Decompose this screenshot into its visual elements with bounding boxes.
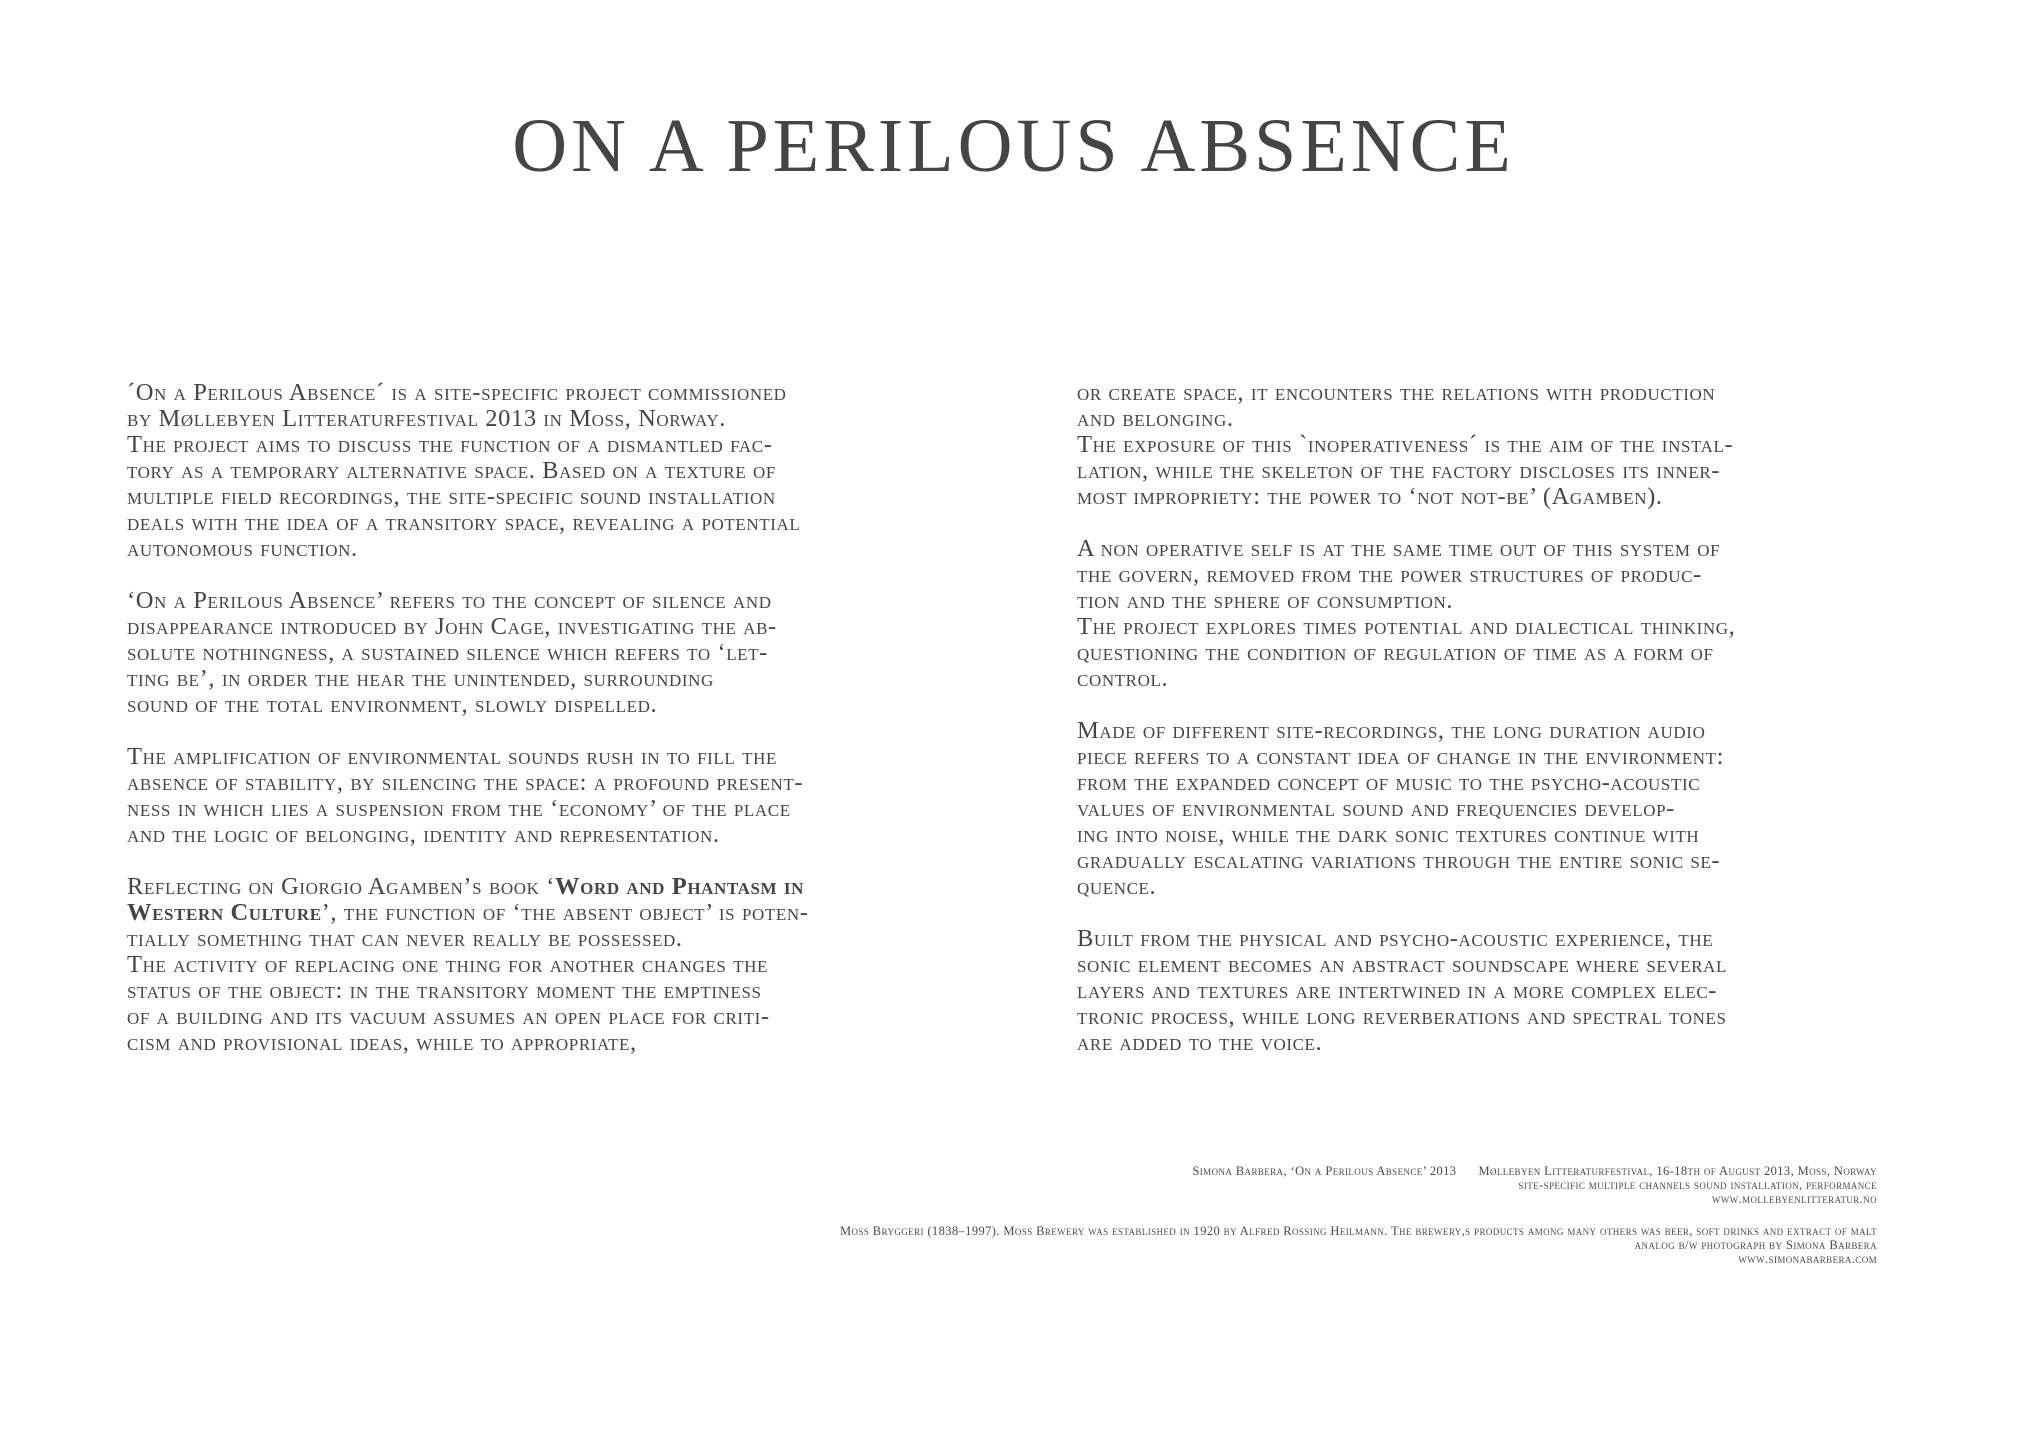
paragraph-gap: [127, 848, 947, 874]
text-line: of a building and its vacuum assumes an open place for criti-: [127, 1003, 770, 1030]
paragraph-gap: [1077, 510, 1907, 536]
text-fragment: ’, the function of ‘the absent object’ is poten-: [321, 899, 809, 926]
left-text-column: [127, 380, 947, 1056]
text-line: and the logic of belonging, identity and representation.: [127, 821, 720, 848]
book-title-text: Word and Phantasm in: [555, 873, 804, 900]
text-line: ‘On a Perilous Absence’ refers to the concept of silence and: [127, 587, 772, 614]
text-line: tory as a temporary alternative space. Based on a texture of: [127, 457, 776, 484]
credits-history: Moss Bryggeri (1838–1997). Moss Brewery was established in 1920 by Alfred Rossing Heilmann. The brewery,s products among many others was beer, soft drinks and extract of malt: [840, 1224, 1877, 1238]
text-line: Built from the physical and psycho-acoustic experience, the: [1077, 925, 1714, 952]
credits-photo: analog b/w photograph by Simona Barbera: [1634, 1238, 1877, 1252]
text-line: The amplification of environmental sounds rush in to fill the: [127, 743, 777, 770]
text-line: cism and provisional ideas, while to appropriate,: [127, 1029, 637, 1056]
text-line: lation, while the skeleton of the factory discloses its inner-: [1077, 457, 1721, 484]
text-line: tion and the sphere of consumption.: [1077, 587, 1454, 614]
text-line: tially something that can never really be possessed.: [127, 925, 683, 952]
text-line: multiple field recordings, the site-specific sound installation: [127, 483, 776, 510]
text-line: are added to the voice.: [1077, 1029, 1323, 1056]
credits-block-project: [1192, 1164, 1877, 1206]
right-text-column: [1077, 380, 1907, 1056]
text-line: and belonging.: [1077, 405, 1234, 432]
text-line: the govern, removed from the power structures of produc-: [1077, 561, 1702, 588]
text-line: by Møllebyen Litteraturfestival 2013 in Moss, Norway.: [127, 405, 726, 432]
text-line: questioning the condition of regulation of time as a form of: [1077, 639, 1714, 666]
text-line: [127, 900, 947, 926]
paragraph-gap: [127, 562, 947, 588]
text-line: ´On a Perilous Absence´ is a site-specific project commissioned: [127, 379, 787, 406]
text-line: The activity of replacing one thing for another changes the: [127, 951, 768, 978]
text-line: control.: [1077, 665, 1169, 692]
credits-block-photo: [840, 1224, 1877, 1266]
text-line: ting be’, in order the hear the unintended, surrounding: [127, 665, 714, 692]
text-line: The project aims to discuss the function of a dismantled fac-: [127, 431, 773, 458]
text-line: tronic process, while long reverberations and spectral tones: [1077, 1003, 1727, 1030]
paragraph-gap: [127, 718, 947, 744]
text-line: disappearance introduced by John Cage, investigating the ab-: [127, 613, 777, 640]
text-line: [127, 874, 947, 900]
credits-artist-website: www.simonabarbera.com: [1738, 1252, 1877, 1266]
text-line: sound of the total environment, slowly dispelled.: [127, 691, 658, 718]
credits-festival-website: www.mollebyenlitteratur.no: [1711, 1192, 1877, 1206]
paragraph-gap: [1077, 900, 1907, 926]
credits-row-1: [1192, 1164, 1877, 1178]
text-line: Made of different site-recordings, the long duration audio: [1077, 717, 1706, 744]
credits-description: site-specific multiple channels sound installation, performance: [1518, 1178, 1877, 1192]
text-line: ness in which lies a suspension from the ‘economy’ of the place: [127, 795, 791, 822]
text-line: piece refers to a constant idea of change in the environment:: [1077, 743, 1724, 770]
text-line: deals with the idea of a transitory space, revealing a potential: [127, 509, 801, 536]
text-line: most impropriety: the power to ‘not not-be’ (Agamben).: [1077, 483, 1663, 510]
paragraph-gap: [1077, 692, 1907, 718]
text-line: solute nothingness, a sustained silence which refers to ‘let-: [127, 639, 768, 666]
text-line: quence.: [1077, 873, 1157, 900]
text-line: A non operative self is at the same time out of this system of: [1077, 535, 1721, 562]
text-line: values of environmental sound and frequencies develop-: [1077, 795, 1675, 822]
page-title: ON A PERILOUS ABSENCE: [512, 104, 1515, 188]
text-line: The exposure of this `inoperativeness´ is the aim of the instal-: [1077, 431, 1734, 458]
text-line: gradually escalating variations through the entire sonic se-: [1077, 847, 1721, 874]
text-line: from the expanded concept of music to the psycho-acoustic: [1077, 769, 1701, 796]
text-line: status of the object: in the transitory moment the emptiness: [127, 977, 762, 1004]
text-line: or create space, it encounters the relations with production: [1077, 379, 1716, 406]
text-fragment: Reflecting on Giorgio Agamben’s book ‘: [127, 873, 556, 900]
text-line: autonomous function.: [127, 535, 358, 562]
text-line: The project explores times potential and dialectical thinking,: [1077, 613, 1736, 640]
text-line: absence of stability, by silencing the space: a profound present-: [127, 769, 804, 796]
credits-artist-work: Simona Barbera, ‘On a Perilous Absence’ 2013: [1192, 1164, 1457, 1178]
book-title-text: Western Culture: [127, 899, 322, 926]
text-line: layers and textures are intertwined in a more complex elec-: [1077, 977, 1718, 1004]
text-line: ing into noise, while the dark sonic textures continue with: [1077, 821, 1700, 848]
text-line: sonic element becomes an abstract soundscape where several: [1077, 951, 1728, 978]
credits-festival: Møllebyen Litteraturfestival, 16-18th of August 2013, Moss, Norway: [1478, 1164, 1877, 1178]
